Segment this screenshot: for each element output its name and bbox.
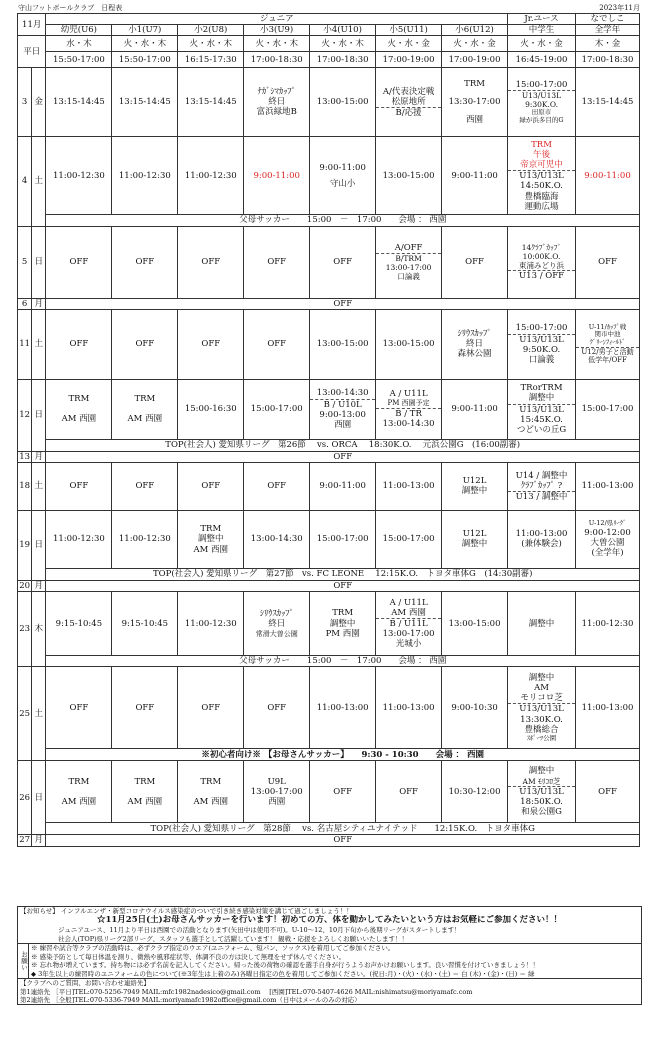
- jr-youth-header: Jr.ユース: [508, 14, 576, 25]
- time-row: 15:50-17:00 15:50-17:00 16:15-17:30 17:00-18:30 17:00-18:30 17:00-19:00 17:00-19:00 16:45-19:00 17:00-18:30: [18, 52, 640, 68]
- table-row: 3 金 13:15-14:45 13:15-14:45 13:15-14:45 ﾅｶﾞｼﾏｶｯﾌﾟ 終日 富浜緑地B 13:00-15:00 A/代表決定戦 松原地所 B/応援 TRM 13:30-17:00 西園 15:00-17:00 U13/U13L 9:30K.O. 田原市 緑が浜多目的G 13:15-14:45: [18, 68, 640, 137]
- table-row: 25 土 OFF OFF OFF OFF 11:00-13:00 11:00-13:00 9:00-10:30 調整中 AM モリコロ芝 U13/U13L 13:30K.O. 豊橋総合 ｽﾎﾟｰﾂ公園 11:00-13:00: [18, 667, 640, 749]
- table-row: 19 日 11:00-12:30 11:00-12:30 TRM 調整中 AM 西園 13:00-14:30 15:00-17:00 15:00-17:00 U12L 調整中 11:00-13:00 (兼体験会) U-12/県ﾘｰｸﾞ 9:00-12:00 大曽公園 (全学年): [18, 510, 640, 568]
- table-row: 5 日 OFF OFF OFF OFF OFF A/OFF B/TRM 13:00-17:00 口論義 OFF 14ｸﾗﾌﾞｶｯﾌﾟ 10:00K.O. 東浦みどり浜 U13 / OFF OFF: [18, 226, 640, 298]
- event-banner: 父母サッカー 15:00 － 17:00 会場 ： 西園: [46, 656, 640, 667]
- table-row: 27 月 OFF: [18, 835, 640, 846]
- request-line: ※ 感染予防として毎日体温を測り、微熱や風邪症状等、体調不良の方は決して無理をせず休んでください。: [31, 952, 346, 961]
- event-banner: TOP(社会人) 愛知県リーグ 第28節 vs. 名古屋シティユナイテッド 12:15K.O. トヨタ車体G: [46, 823, 640, 835]
- table-row: 12 日 TRM AM 西園 TRM AM 西園 15:00-16:30 15:00-17:00 13:00-14:30 B / U10L 9:00-13:00 西園 A / U11L PM 西園予定 B / TR 13:00-14:30 9:00-11:00 TRorTRM 調整中 U13/U13L 15:45K.O. つどいの丘G 15:00-17:00: [18, 379, 640, 439]
- request-line: ※ 忘れ物が増えています。持ち物には必ず名前を記入してください。帰った後の荷物の確認を選手自身が行うようお声かけお願いします。良い習慣を付けていきましょう！！: [31, 961, 540, 970]
- requests-label: お願い: [18, 944, 29, 978]
- notice-highlight: ☆11月25日(土)お母さんサッカーを行います！初めての方、体を動かしてみたいという方はお気軽にご参加ください！！: [96, 915, 563, 926]
- weekday-label: 平日: [18, 36, 46, 68]
- event-banner: ※初心者向け※ 【お母さんサッカー】 9:30 - 10:30 会場 ： 西園: [46, 749, 640, 761]
- event-banner: 父母サッカー 15:00 － 17:00 会場 ： 西園: [46, 215, 640, 226]
- table-row: 18 土 OFF OFF OFF OFF 9:00-11:00 11:00-13:00 U12L 調整中 U14 / 調整中 ｸﾗﾌﾞｶｯﾌﾟ ? U13 / 調整中 11:00-13:00: [18, 462, 640, 510]
- nadeshiko-header: なでしこ: [576, 14, 640, 25]
- category-row: 幼児(U6) 小1(U7) 小2(U8) 小3(U9) 小4(U10) 小5(U11) 小6(U12) 中学生 全学年: [18, 25, 640, 36]
- notice-line: 【お知らせ】 インフルエンザ・新型コロナウイルス感染症のついで引き続き感染対策を講じて過ごしましょう！！: [20, 907, 353, 915]
- club-title: 守山フットボールクラブ 日程表: [18, 4, 123, 12]
- weekday-row: 平日 水・木 火・水・木 火・水・木 火・水・木 火・水・木 火・水・金 火・水・金 火・水・金 木・金: [18, 36, 640, 52]
- event-banner: TOP(社会人) 愛知県リーグ 第26節 vs. ORCA 18:30K.O. 元浜公園G (16:00副審): [46, 439, 640, 451]
- contact-heading: 【クラブへのご質問、お問い合わせ連絡先】: [20, 979, 150, 988]
- month-year: 2023年11月: [599, 4, 640, 12]
- junior-header: ジュニア: [46, 14, 508, 25]
- table-row: 23 木 9:15-10:45 9:15-10:45 11:00-12:30 ｼﾘｳｽｶｯﾌﾟ 終日 常滑大曽公園 TRM 調整中 PM 西園 A / U11L AM 西園 B / U11L 13:00-17:00 光城小 13:00-15:00 調整中 11:00-12:30: [18, 592, 640, 656]
- table-row: 11 土 OFF OFF OFF OFF 13:00-15:00 13:00-15:00 ｼﾘｳｽｶｯﾌﾟ 終日 森林公園 15:00-17:00 U13/U13L 9:50K.O. 口論義 U-11/ｶｯﾌﾟ戦 関市中池 ｸﾞﾘｰﾝﾌｨｰﾙﾄﾞ U12/男子と活動 低学年/OFF: [18, 309, 640, 379]
- month-cell: 11月: [18, 14, 46, 36]
- request-line: ※ 練習や試合等クラブの活動時は、必ずクラブ指定のウエア(ユニフォーム、短パン、ソックス)を着用してご参加ください。: [31, 944, 395, 953]
- notice-line: ジュニアユース、11月より平日は西園での活動となります(矢田中は使用不可)。U-10～12、10月下旬から後期リーグがスタートします！: [58, 926, 461, 935]
- requests-block: [18, 943, 641, 979]
- contact-line: 第1連絡先 ［平日]TEL:070-5256-7949 MAIL:mfc1982nadesico@gmail.com [西園]TEL:070-5407-4626 MAIL:nishimatsu@moriyamafc.com: [20, 987, 473, 996]
- notice-line: 社会人(TOP)県リーグ2部リーグ、スタッフも選手として活躍しています！ 観戦・応援をよろしくお願いいたします！！: [58, 934, 409, 943]
- table-row: 26 日 TRM AM 西園 TRM AM 西園 TRM AM 西園 U9L 13:00-17:00 西園 OFF OFF 10:30-12:00 調整中 AM ﾓﾘｺﾛ芝 U13/U13L 18:50K.O. 和泉公園G OFF: [18, 761, 640, 823]
- table-row: 13 月 OFF: [18, 451, 640, 462]
- schedule-table: [17, 13, 640, 847]
- contact-line: 第2連絡先 ［全般]TEL:070-5336-7949 MAIL:moriyamafc1982office@gmail.com（日中はメールのみの対応）: [20, 995, 361, 1004]
- request-line: ◆ 3年生以上の練習時のユニフォームの色について(※3年生は上着のみ)各曜日指定の色を着用してご参加ください。(祝日:月)・(火)・(水)・(土) ＝ 白 (木)・(金)・(日) ＝ 緑: [31, 969, 535, 978]
- table-row: 6 月 OFF: [18, 298, 640, 309]
- table-row: 20 月 OFF: [18, 580, 640, 591]
- notice-box: [17, 906, 642, 1005]
- event-banner: TOP(社会人) 愛知県リーグ 第27節 vs. FC LEONE 12:15K.O. トヨタ車体G (14:30副審): [46, 568, 640, 580]
- table-row: 4 土 11:00-12:30 11:00-12:30 11:00-12:30 9:00-11:00 9:00-11:00 守山小 13:00-15:00 9:00-11:00 TRM 午後 帝京可児中 U13/U13L 14:50K.O. 豊橋臨海 運動広場 9:00-11:00: [18, 137, 640, 215]
